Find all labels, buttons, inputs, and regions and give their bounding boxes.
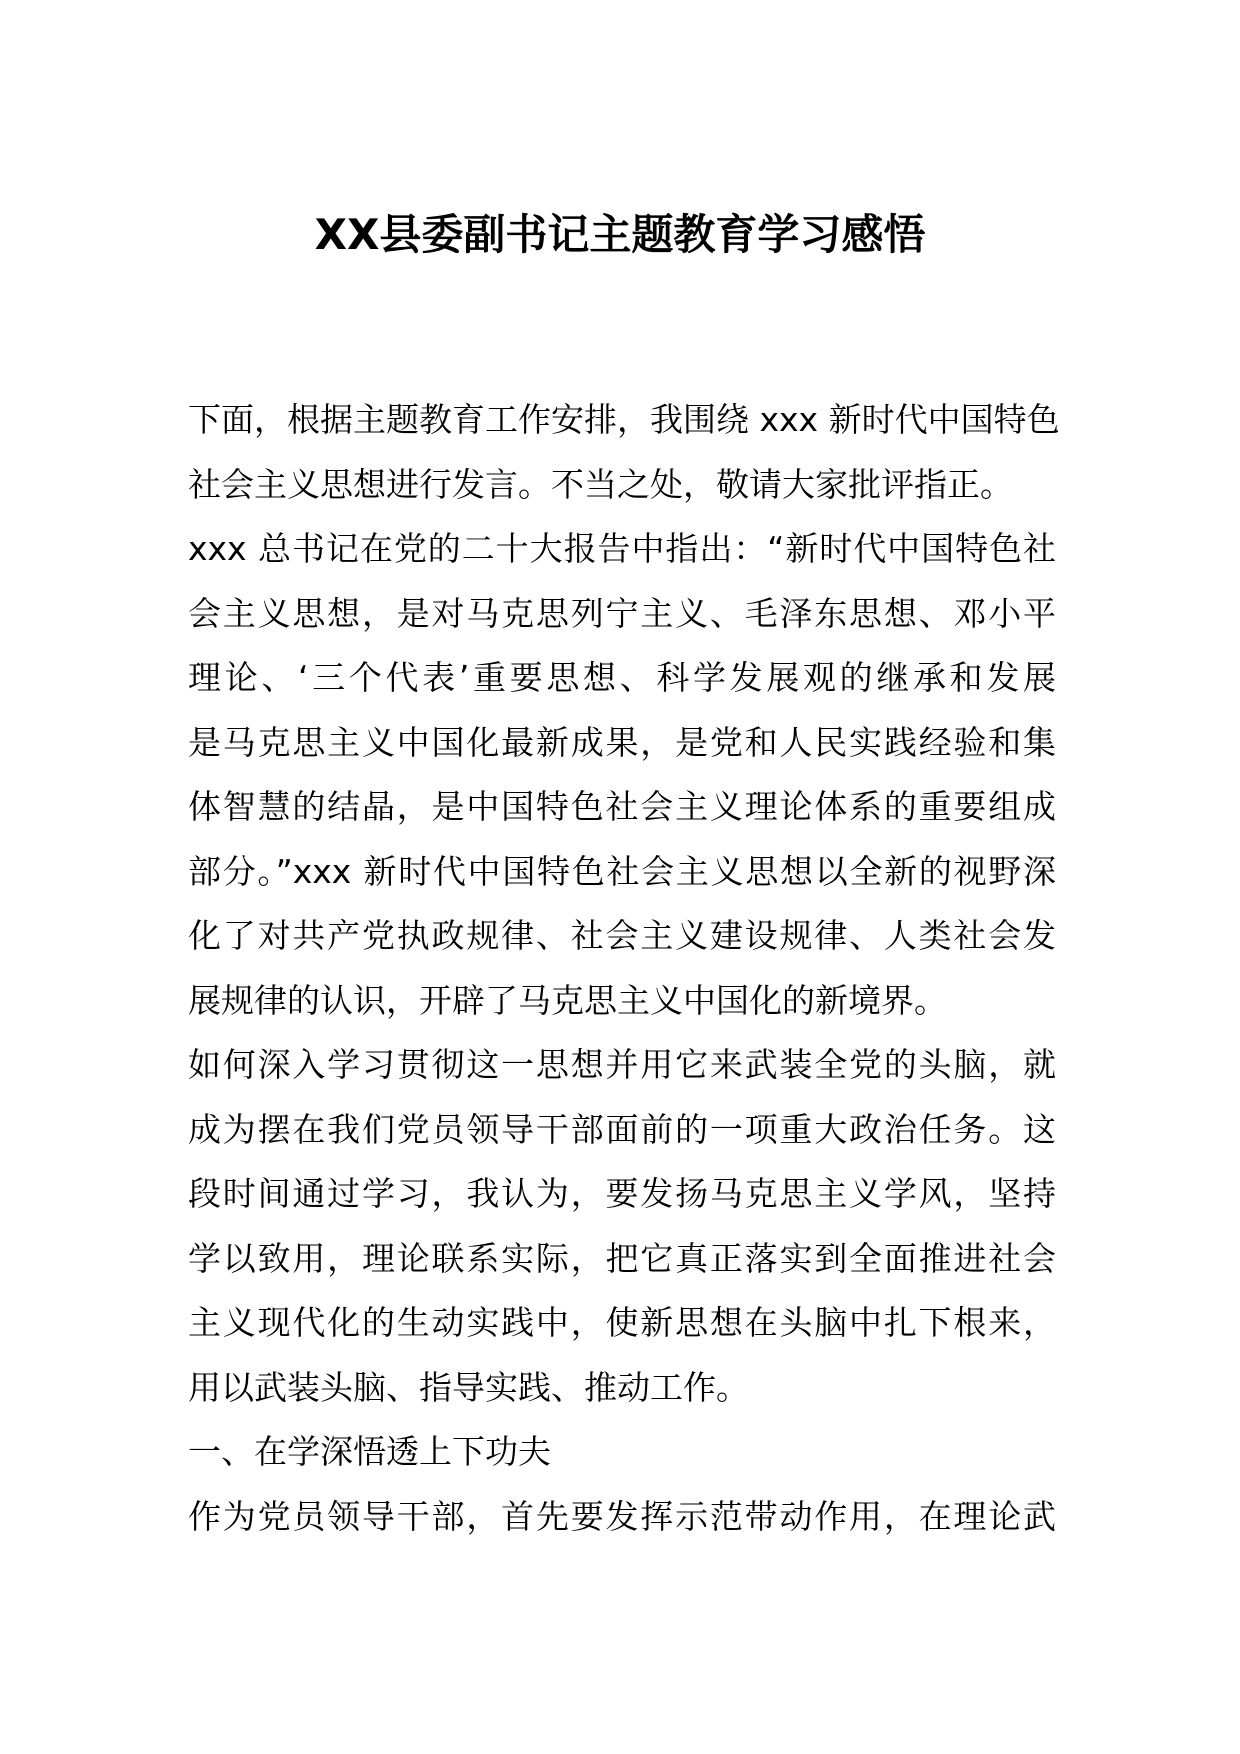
body-line: 如何深入学习贯彻这一思想并用它来武装全党的头脑，就 — [188, 1045, 1056, 1084]
document-title: XX县委副书记主题教育学习感悟 — [314, 210, 926, 259]
body-line: 体智慧的结晶，是中国特色社会主义理论体系的重要组成 — [188, 787, 1056, 826]
body-line: 化了对共产党执政规律、社会主义建设规律、人类社会发 — [188, 916, 1056, 955]
body-line: 部分。”xxx 新时代中国特色社会主义思想以全新的视野深 — [188, 851, 1056, 891]
body-line: 社会主义思想进行发言。不当之处，敬请大家批评指正。 — [188, 464, 1013, 504]
body-line: 一、在学深悟透上下功夫 — [188, 1432, 551, 1471]
body-line: 成为摆在我们党员领导干部面前的一项重大政治任务。这 — [188, 1109, 1056, 1149]
body-line: 主义现代化的生动实践中，使新思想在头脑中扎下根来， — [188, 1303, 1056, 1342]
body-line: 会主义思想，是对马克思列宁主义、毛泽东思想、邓小平 — [188, 593, 1056, 633]
body-line: 是马克思主义中国化最新成果，是党和人民实践经验和集 — [188, 722, 1056, 762]
body-line: 用以武装头脑、指导实践、推动工作。 — [188, 1367, 749, 1407]
body-line: 下面，根据主题教育工作安排，我围绕 xxx 新时代中国特色 — [188, 400, 1060, 439]
body-line: 段时间通过学习，我认为，要发扬马克思主义学风，坚持 — [188, 1174, 1056, 1213]
body-line: 展规律的认识，开辟了马克思主义中国化的新境界。 — [188, 980, 947, 1020]
body-line: 学以致用，理论联系实际，把它真正落实到全面推进社会 — [188, 1238, 1056, 1278]
document-body — [188, 388, 1060, 1549]
body-line: xxx 总书记在党的二十大报告中指出：“新时代中国特色社 — [188, 529, 1056, 568]
body-line: 作为党员领导干部，首先要发挥示范带动作用，在理论武 — [188, 1496, 1056, 1536]
body-line: 理论、‘三个代表’重要思想、科学发展观的继承和发展 — [188, 658, 1056, 697]
